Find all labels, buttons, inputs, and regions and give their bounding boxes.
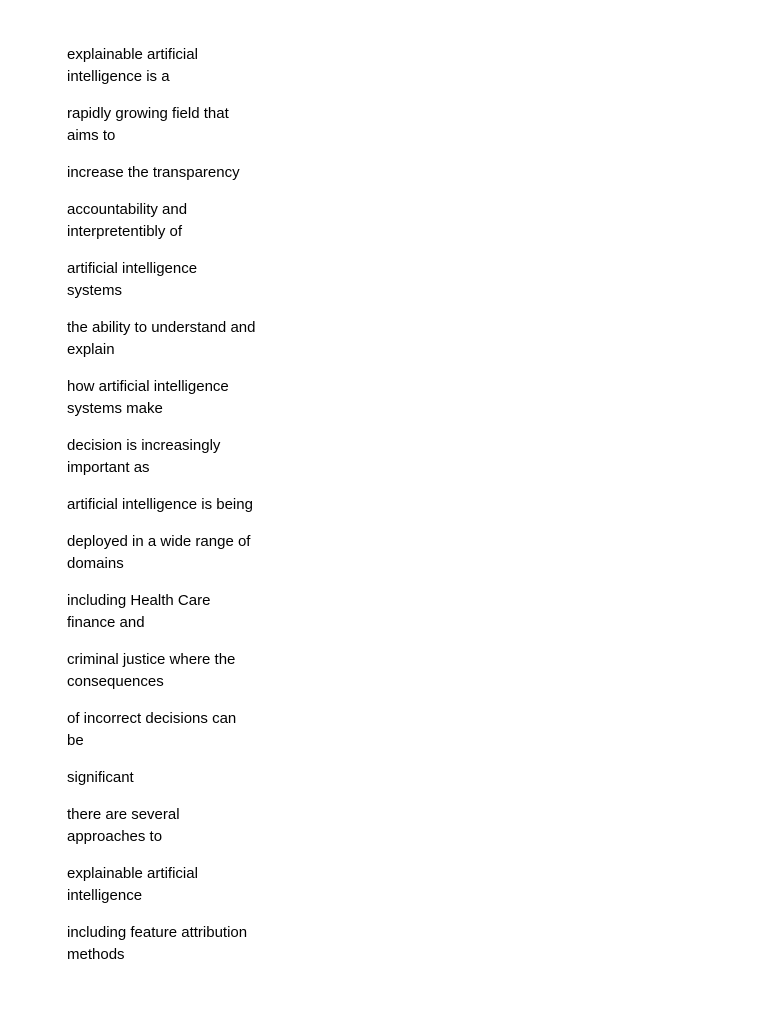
paragraph: criminal justice where the consequences: [67, 651, 236, 690]
paragraph: of incorrect decisions can be: [67, 710, 237, 749]
paragraph: deployed in a wide range of domains: [67, 533, 251, 572]
paragraph: explainable artificial intelligence is a: [67, 46, 198, 85]
paragraph: explainable artificial intelligence: [67, 865, 198, 904]
paragraph: increase the transparency: [67, 164, 240, 181]
paragraph: including feature attribution methods: [67, 924, 248, 963]
paragraph: accountability and interpretentibly of: [67, 201, 188, 240]
paragraph: the ability to understand and explain: [67, 319, 256, 358]
paragraph: there are several approaches to: [67, 806, 180, 845]
paragraph: significant: [67, 769, 134, 786]
paragraph: including Health Care finance and: [67, 592, 211, 631]
paragraph: how artificial intelligence systems make: [67, 378, 229, 417]
paragraph: rapidly growing field that aims to: [67, 105, 229, 144]
paragraph: artificial intelligence is being: [67, 496, 253, 513]
paragraph: decision is increasingly important as: [67, 437, 221, 476]
paragraph: artificial intelligence systems: [67, 260, 198, 299]
document-page: [67, 44, 299, 981]
